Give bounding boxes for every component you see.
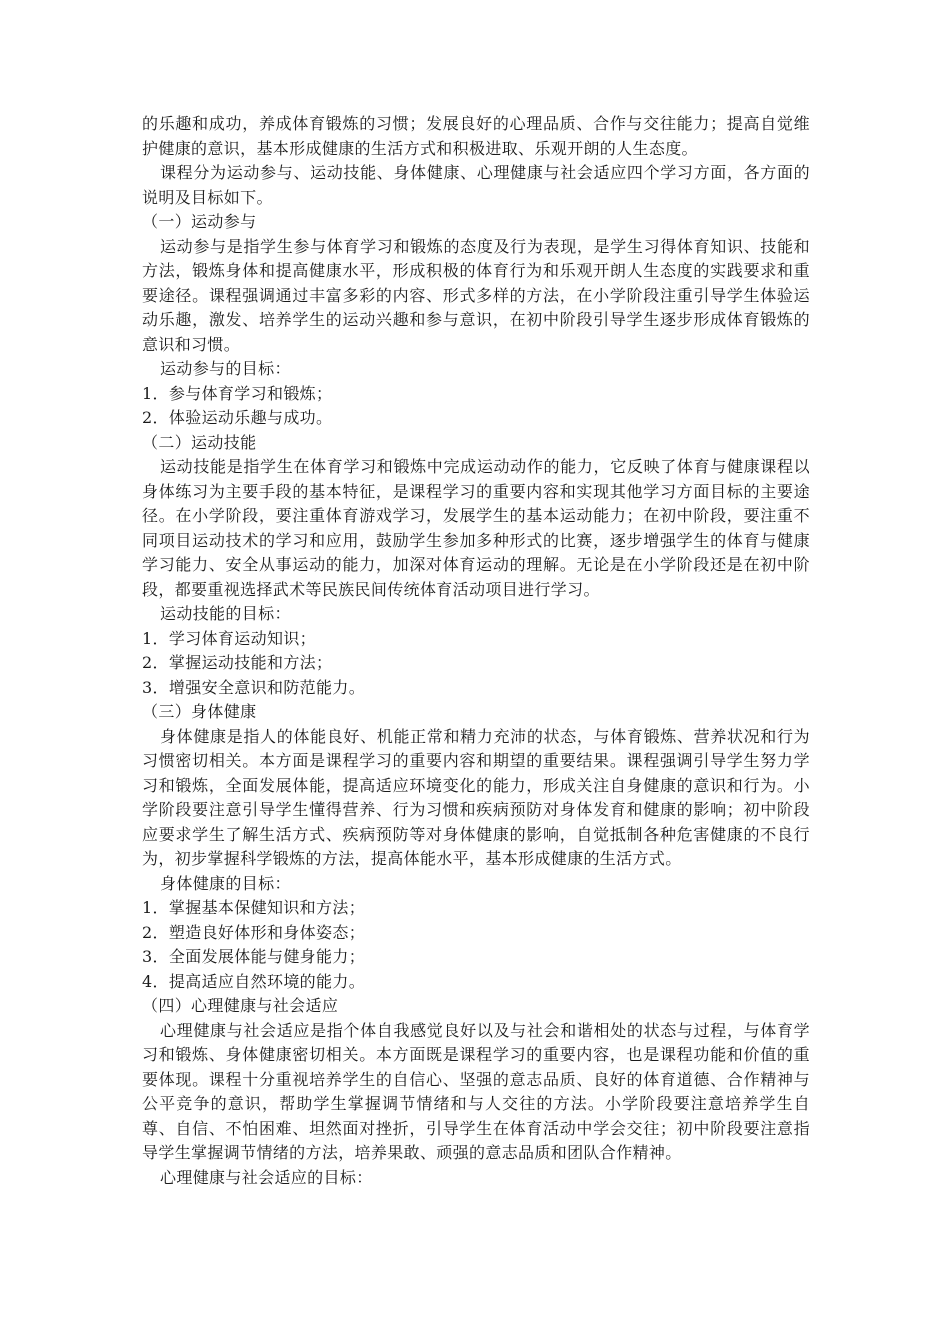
paragraph-continuation: 的乐趣和成功，养成体育锻炼的习惯；发展良好的心理品质、合作与交往能力；提高自觉维护健康的意识，基本形成健康的生活方式和积极进取、乐观开朗的人生态度。: [142, 114, 810, 158]
list-item: 3．增强安全意识和防范能力。: [142, 677, 366, 697]
list-item: 2．掌握运动技能和方法；: [142, 653, 333, 672]
list-item: 2．体验运动乐趣与成功。: [142, 408, 333, 427]
section-heading-mental-health: （四）心理健康与社会适应: [142, 996, 339, 1015]
list-item: 1．学习体育运动知识；: [142, 628, 317, 648]
list-item: 2．塑造良好体形和身体姿态；: [142, 922, 366, 942]
section-heading-motor-skills: （二）运动技能: [142, 432, 257, 452]
list-item: 1．参与体育学习和锻炼；: [142, 383, 333, 403]
section-heading-physical-health: （三）身体健康: [142, 702, 257, 721]
goals-label-mental-health: 心理健康与社会适应的目标：: [160, 1167, 373, 1187]
paragraph-physical-health: 身体健康是指人的体能良好、机能正常和精力充沛的状态，与体育锻炼、营养状况和行为习惯密切相关。本方面是课程学习的重要内容和期望的重要结果。课程强调引导学生努力学习和锻炼，全面发展体能，提高适应环境变化的能力，形成关注自身健康的意识和行为。小学阶段要注意引导学生懂得营养、行为习惯和疾病预防对身体发育和健康的影响；初中阶段应要求学生了解生活方式、疾病预防等对身体健康的影响，自觉抵制各种危害健康的不良行为，初步掌握科学锻炼的方法，提高体能水平，基本形成健康的生活方式。: [142, 726, 810, 868]
paragraph-intro: 课程分为运动参与、运动技能、身体健康、心理健康与社会适应四个学习方面，各方面的说明及目标如下。: [142, 163, 810, 207]
goals-label-motor-skills: 运动技能的目标：: [160, 604, 291, 623]
goals-label-sport-participation: 运动参与的目标：: [160, 359, 291, 378]
section-heading-sport-participation: （一）运动参与: [142, 212, 257, 231]
list-item: 1．掌握基本保健知识和方法；: [142, 898, 366, 917]
list-item: 4．提高适应自然环境的能力。: [142, 971, 366, 991]
paragraph-motor-skills: 运动技能是指学生在体育学习和锻炼中完成运动动作的能力，它反映了体育与健康课程以身体练习为主要手段的基本特征，是课程学习的重要内容和实现其他学习方面目标的主要途径。在小学阶段，要注重体育游戏学习，发展学生的基本运动能力；在初中阶段，要注重不同项目运动技术的学习和应用，鼓励学生参加多种形式的比赛，逐步增强学生的体育与健康学习能力、安全从事运动的能力，加深对体育运动的理解。无论是在小学阶段还是在初中阶段，都要重视选择武术等民族民间传统体育活动项目进行学习。: [142, 457, 810, 599]
goals-label-physical-health: 身体健康的目标：: [160, 873, 291, 893]
document-body: [142, 112, 810, 1190]
paragraph-sport-participation: 运动参与是指学生参与体育学习和锻炼的态度及行为表现，是学生习得体育知识、技能和方法，锻炼身体和提高健康水平，形成积极的体育行为和乐观开朗人生态度的实践要求和重要途径。课程强调通过丰富多彩的内容、形式多样的方法，在小学阶段注重引导学生体验运动乐趣，激发、培养学生的运动兴趣和参与意识，在初中阶段引导学生逐步形成体育锻炼的意识和习惯。: [142, 236, 810, 354]
list-item: 3．全面发展体能与健身能力；: [142, 947, 366, 966]
paragraph-mental-health: 心理健康与社会适应是指个体自我感觉良好以及与社会和谐相处的状态与过程，与体育学习和锻炼、身体健康密切相关。本方面既是课程学习的重要内容，也是课程功能和价值的重要体现。课程十分重视培养学生的自信心、坚强的意志品质、良好的体育道德、合作精神与公平竞争的意识，帮助学生掌握调节情绪和与人交往的方法。小学阶段要注意培养学生自尊、自信、不怕困难、坦然面对挫折，引导学生在体育活动中学会交往；初中阶段要注意指导学生掌握调节情绪的方法，培养果敢、顽强的意志品质和团队合作精神。: [142, 1020, 810, 1162]
